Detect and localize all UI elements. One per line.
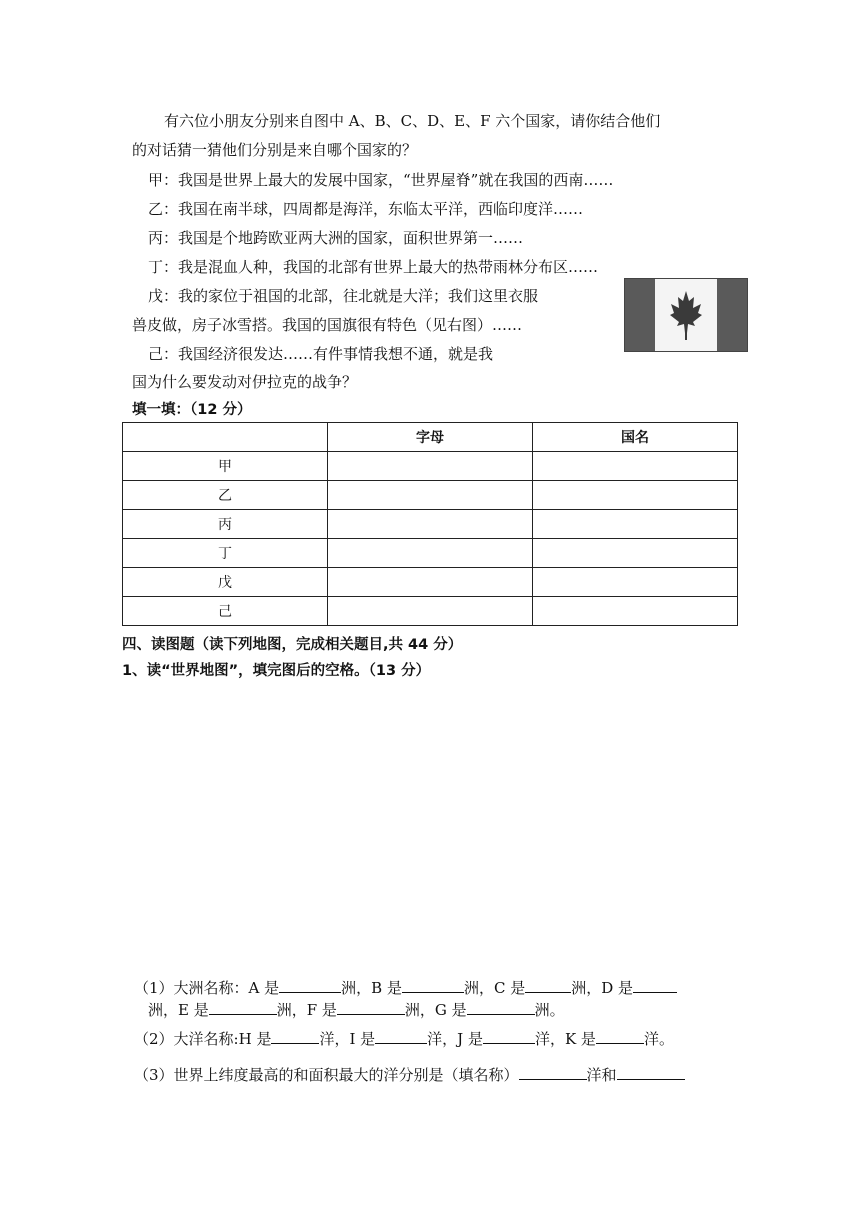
q1b-f: 洲，F 是 bbox=[276, 1001, 337, 1019]
q1a-d: 洲，D 是 bbox=[571, 979, 633, 997]
blank-h[interactable] bbox=[271, 1027, 319, 1044]
table-header-country: 国名 bbox=[533, 423, 738, 452]
dialogue-yi: 乙：我国在南半球，四周都是海洋，东临太平洋，西临印度洋…… bbox=[148, 200, 584, 218]
intro-line-2: 的对话猜一猜他们分别是来自哪个国家的？ bbox=[132, 141, 418, 159]
row-label: 戊 bbox=[123, 568, 328, 597]
fill-in-title: 填一填：（12 分） bbox=[132, 402, 252, 418]
blank-b[interactable] bbox=[402, 976, 464, 993]
q3-mid: 洋和 bbox=[586, 1066, 617, 1084]
question-1-line-b bbox=[148, 998, 565, 1020]
q2-prefix: （2）大洋名称:H 是 bbox=[134, 1030, 272, 1048]
table-row bbox=[123, 481, 738, 510]
q1b-g: 洲，G 是 bbox=[404, 1001, 467, 1019]
country-cell[interactable] bbox=[533, 481, 738, 510]
blank-j[interactable] bbox=[483, 1027, 535, 1044]
dialogue-ji-1: 己：我国经济很发达……有件事情我想不通，就是我 bbox=[148, 345, 494, 363]
country-cell[interactable] bbox=[533, 452, 738, 481]
blank-largest-ocean[interactable] bbox=[617, 1063, 685, 1080]
table-header-blank bbox=[123, 423, 328, 452]
maple-leaf-icon bbox=[669, 289, 703, 341]
table-row bbox=[123, 452, 738, 481]
q1b-end: 洲。 bbox=[534, 1001, 565, 1019]
question-3-line bbox=[134, 1063, 685, 1085]
blank-a[interactable] bbox=[279, 976, 341, 993]
q2-j: 洋，J 是 bbox=[427, 1030, 483, 1048]
row-label: 丙 bbox=[123, 510, 328, 539]
table-row bbox=[123, 597, 738, 626]
letter-cell[interactable] bbox=[328, 510, 533, 539]
dialogue-ji-2: 国为什么要发动对伊拉克的战争？ bbox=[132, 373, 358, 391]
q2-end: 洋。 bbox=[643, 1030, 674, 1048]
letter-cell[interactable] bbox=[328, 452, 533, 481]
q2-i: 洋，I 是 bbox=[319, 1030, 376, 1048]
blank-g[interactable] bbox=[467, 998, 535, 1015]
dialogue-wu-2: 兽皮做，房子冰雪搭。我国的国旗很有特色（见右图）…… bbox=[132, 316, 523, 334]
letter-cell[interactable] bbox=[328, 481, 533, 510]
dialogue-bing: 丙：我国是个地跨欧亚两大洲的国家，面积世界第一…… bbox=[148, 229, 524, 247]
q3-prefix: （3）世界上纬度最高的和面积最大的洋分别是（填名称） bbox=[134, 1066, 519, 1084]
q1a-prefix: （1）大洲名称：A 是 bbox=[134, 979, 280, 997]
table-row bbox=[123, 510, 738, 539]
dialogue-wu-1: 戊：我的家位于祖国的北部，往北就是大洋；我们这里衣服 bbox=[148, 287, 539, 305]
blank-e[interactable] bbox=[209, 998, 277, 1015]
blank-highest-ocean[interactable] bbox=[519, 1063, 587, 1080]
table-header-letter: 字母 bbox=[328, 423, 533, 452]
q2-k: 洋，K 是 bbox=[534, 1030, 596, 1048]
table-row bbox=[123, 568, 738, 597]
q1b-prefix: 洲，E 是 bbox=[148, 1001, 209, 1019]
dialogue-jia: 甲：我国是世界上最大的发展中国家，“世界屋脊”就在我国的西南…… bbox=[148, 171, 614, 189]
flag-white-center bbox=[655, 279, 717, 351]
blank-d[interactable] bbox=[633, 976, 677, 993]
intro-line-1: 有六位小朋友分别来自图中 A、B、C、D、E、F 六个国家，请你结合他们 bbox=[164, 112, 661, 130]
letter-cell[interactable] bbox=[328, 597, 533, 626]
question-2-line bbox=[134, 1027, 674, 1049]
q1a-b: 洲，B 是 bbox=[341, 979, 402, 997]
canada-flag-image bbox=[624, 278, 748, 352]
q1a-c: 洲，C 是 bbox=[463, 979, 526, 997]
country-cell[interactable] bbox=[533, 568, 738, 597]
blank-k[interactable] bbox=[596, 1027, 644, 1044]
letter-cell[interactable] bbox=[328, 539, 533, 568]
country-cell[interactable] bbox=[533, 510, 738, 539]
section-4-title: 四、读图题（读下列地图，完成相关题目,共 44 分） bbox=[122, 637, 463, 653]
blank-c[interactable] bbox=[525, 976, 571, 993]
row-label: 甲 bbox=[123, 452, 328, 481]
row-label: 己 bbox=[123, 597, 328, 626]
row-label: 乙 bbox=[123, 481, 328, 510]
country-cell[interactable] bbox=[533, 539, 738, 568]
country-cell[interactable] bbox=[533, 597, 738, 626]
question-1-line-a bbox=[134, 976, 677, 998]
question-1-title: 1、读“世界地图”，填完图后的空格。（13 分） bbox=[122, 663, 431, 679]
dialogue-ding: 丁：我是混血人种，我国的北部有世界上最大的热带雨林分布区…… bbox=[148, 258, 599, 276]
map-placeholder-area bbox=[122, 690, 738, 960]
row-label: 丁 bbox=[123, 539, 328, 568]
blank-f[interactable] bbox=[337, 998, 405, 1015]
table-header-row bbox=[123, 423, 738, 452]
blank-i[interactable] bbox=[375, 1027, 427, 1044]
answer-table bbox=[122, 422, 738, 626]
letter-cell[interactable] bbox=[328, 568, 533, 597]
table-row bbox=[123, 539, 738, 568]
